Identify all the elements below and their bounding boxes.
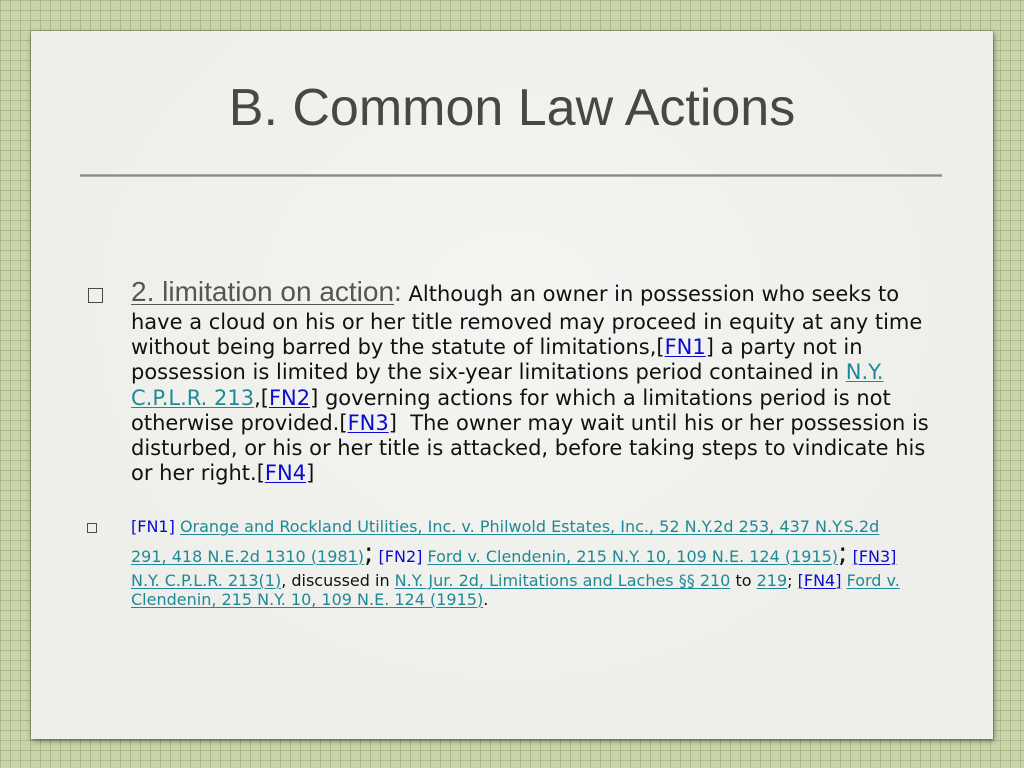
body-text: ] a party not in (705, 335, 863, 360)
footnote-link[interactable]: FN3 (347, 410, 389, 435)
citation-link[interactable]: Ford v. Clendenin, 215 N.Y. 10, 109 N.E. 124 (1915) (427, 546, 839, 566)
body-text: , discussed in (281, 570, 395, 590)
footnote-label: [FN1] (131, 516, 175, 536)
body-text: Although an owner in possession who seeks to (401, 282, 900, 306)
text-line (131, 360, 929, 385)
footnote-label: [FN2] (378, 546, 423, 566)
text-line (131, 436, 929, 461)
citation-link[interactable]: Orange and Rockland Utilities, Inc. v. Philwold Estates, Inc., 52 N.Y.2d 253, 437 N.Y.S.2d (179, 516, 880, 536)
footnote-link[interactable]: FN2 (268, 385, 311, 410)
title-divider (80, 174, 942, 177)
text-line (131, 411, 929, 436)
citation-separator: ; (364, 535, 374, 569)
body-text: ] governing actions for which a limitations period is not (310, 385, 891, 410)
body-text: otherwise provided.[ (131, 410, 348, 435)
body-text: ] The owner may wait until his or her possession is (388, 410, 929, 435)
text-line (131, 535, 900, 571)
footnote-link[interactable]: FN1 (664, 335, 706, 360)
body-text: without being barred by the statute of limitations,[ (131, 335, 665, 360)
citation-link[interactable]: N.Y. C.P.L.R. 213(1) (131, 570, 282, 590)
topic-heading: 2. limitation on action (131, 276, 395, 307)
citation-separator: ; (838, 535, 848, 569)
body-text: ; (787, 570, 798, 590)
text-line (131, 517, 900, 547)
text-line (131, 571, 900, 590)
citation-link[interactable]: 291, 418 N.E.2d 1310 (1981) (131, 546, 365, 566)
citation-link[interactable]: 219 (756, 570, 788, 590)
text-line (131, 590, 900, 610)
text-line (131, 335, 929, 360)
slide-title: B. Common Law Actions (228, 79, 796, 137)
body-text: . (483, 589, 489, 609)
body-text: ,[ (254, 385, 269, 410)
body-text: to (730, 570, 757, 590)
bullet-1-text (131, 276, 929, 486)
heading-colon: : (394, 276, 402, 307)
square-bullet-icon (88, 288, 103, 303)
citation-link[interactable]: C.P.L.R. 213 (131, 385, 255, 410)
text-line (131, 276, 929, 310)
body-text: ] (306, 461, 315, 486)
footnote-link[interactable]: [FN4] (797, 570, 842, 590)
citation-link[interactable]: N.Y. Jur. 2d, Limitations and Laches §§ 210 (394, 570, 731, 590)
body-text: or her right.[ (131, 461, 265, 486)
body-text: have a cloud on his or her title removed may proceed in equity at any time (131, 310, 923, 334)
footnote-link[interactable]: FN4 (264, 461, 307, 486)
citation-link[interactable]: N.Y. (845, 360, 884, 385)
citation-link[interactable]: Ford v. (846, 570, 900, 590)
square-bullet-icon (87, 523, 97, 533)
bullet-2-footnotes (131, 517, 900, 610)
citation-link[interactable]: Clendenin, 215 N.Y. 10, 109 N.E. 124 (1915) (131, 589, 484, 609)
footnote-link[interactable]: [FN3] (852, 546, 897, 566)
text-line (131, 310, 929, 335)
text-line (131, 386, 929, 411)
body-text: possession is limited by the six-year limitations period contained in (131, 360, 846, 385)
text-line (131, 461, 929, 486)
body-text: disturbed, or his or her title is attacked, before taking steps to vindicate his (131, 435, 926, 460)
